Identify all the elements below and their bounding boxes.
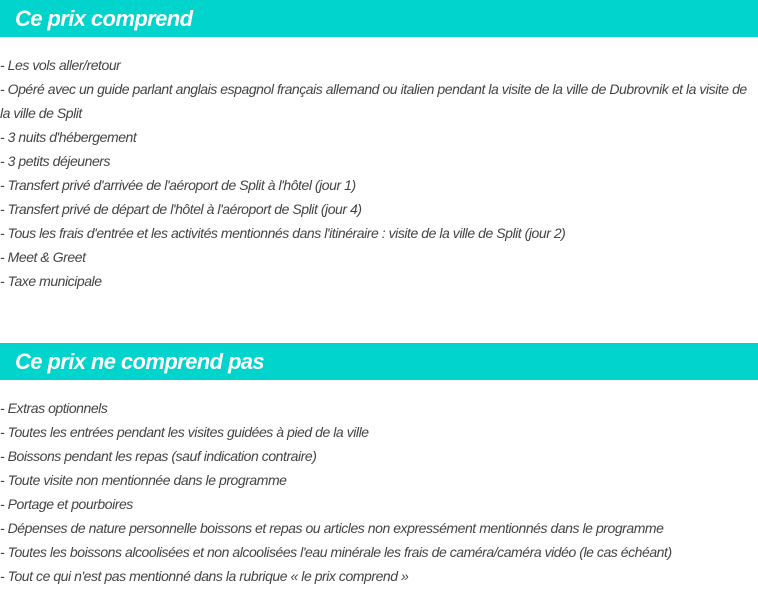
- list-item: - Meet & Greet: [0, 249, 86, 265]
- excludes-list: [0, 396, 756, 588]
- list-item: - Toute visite non mentionnée dans le programme: [0, 472, 287, 488]
- includes-header: [0, 0, 758, 37]
- list-item: - Toutes les boissons alcoolisées et non alcoolisées l'eau minérale les frais de caméra/caméra vidéo (le cas échéant): [0, 544, 672, 560]
- list-item: - Transfert privé de départ de l'hôtel à l'aéroport de Split (jour 4): [0, 201, 362, 217]
- list-item: - Toutes les entrées pendant les visites guidées à pied de la ville: [0, 424, 369, 440]
- includes-title: Ce prix comprend: [15, 6, 193, 31]
- list-item: - Opéré avec un guide parlant anglais espagnol français allemand ou italien pendant la visite de la ville de Dubrovnik et la visite de la ville de Split: [0, 81, 747, 121]
- includes-list: [0, 53, 756, 293]
- excludes-header: [0, 343, 758, 380]
- list-item: - Extras optionnels: [0, 400, 108, 416]
- list-item: - Boissons pendant les repas (sauf indication contraire): [0, 448, 317, 464]
- list-item: - Dépenses de nature personnelle boissons et repas ou articles non expressément mentionnés dans le programme: [0, 520, 664, 536]
- list-item: - Tout ce qui n'est pas mentionné dans la rubrique « le prix comprend »: [0, 568, 409, 584]
- list-item: - Tous les frais d'entrée et les activités mentionnés dans l'itinéraire : visite de la ville de Split (jour 2): [0, 225, 566, 241]
- list-item: - 3 nuits d'hébergement: [0, 129, 137, 145]
- list-item: - 3 petits déjeuners: [0, 153, 111, 169]
- list-item: - Transfert privé d'arrivée de l'aéroport de Split à l'hôtel (jour 1): [0, 177, 356, 193]
- list-item: - Portage et pourboires: [0, 496, 133, 512]
- excludes-title: Ce prix ne comprend pas: [15, 349, 265, 374]
- list-item: - Taxe municipale: [0, 273, 102, 289]
- list-item: - Les vols aller/retour: [0, 57, 121, 73]
